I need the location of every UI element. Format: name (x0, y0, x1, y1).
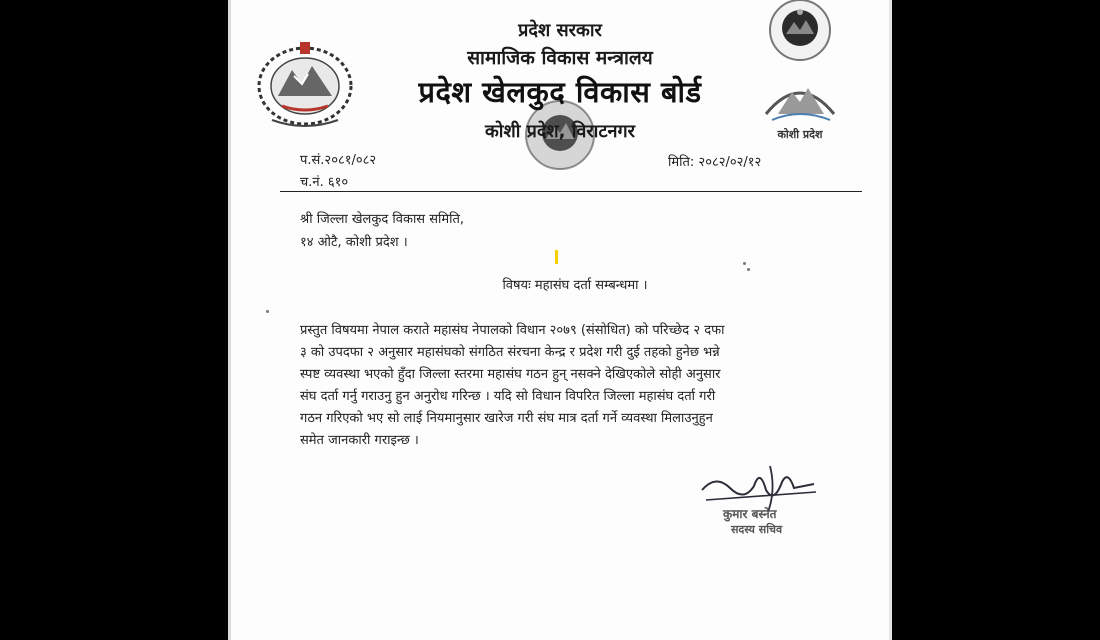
body-line: गठन गरिएको भए सो लाई नियमानुसार खारेज गरी संघ मात्र दर्ता गर्ने व्यवस्था मिलाउनुहुन (300, 411, 713, 426)
body-line: स्पष्ट व्यवस्था भएको हुँदा जिल्ला स्तरमा महासंघ गठन हुन् नसक्ने देखिएकोले सोही अनुसार (300, 367, 721, 382)
recipient-line: श्री जिल्ला खेलकुद विकास समिति, (300, 212, 465, 227)
scan-speck (266, 310, 269, 313)
highlight-mark (555, 250, 558, 264)
dispatch-number: च.नं. ६१० (300, 175, 349, 190)
body-line: समेत जानकारी गराइन्छ । (300, 433, 419, 448)
recipient-line: १४ ओटै, कोशी प्रदेश । (300, 235, 408, 250)
logo-label: कोशी प्रदेश (777, 128, 823, 141)
letter-body (300, 320, 812, 452)
body-line: ३ को उपदफा २ अनुसार महासंघको संगठित संरचना केन्द्र र प्रदेश गरी दुई तहको हुनेछ भन्ने (300, 345, 720, 360)
scan-speck (747, 268, 750, 271)
letter-subject: विषयः महासंघ दर्ता सम्बन्धमा । (502, 278, 648, 293)
letter-date: मिति: २०८२/०२/१२ (668, 155, 762, 170)
signatory-name: कुमार बस्नेत (723, 507, 777, 521)
body-line: प्रस्तुत विषयमा नेपाल कराते महासंघ नेपालको विधान २०७९ (संसोधित) को परिच्छेद २ दफा (300, 323, 725, 338)
letterhead-line-government: प्रदेश सरकार (518, 20, 602, 41)
letterhead-line-ministry: सामाजिक विकास मन्त्रालय (467, 47, 653, 69)
body-line: संघ दर्ता गर्नु गराउनु हुन अनुरोध गरिन्छ । यदि सो विधान विपरित जिल्ला महासंघ दर्ता गरी (300, 389, 716, 404)
recipient-address (300, 208, 464, 254)
letterhead-line-board: प्रदेश खेलकुद विकास बोर्ड (418, 75, 702, 109)
header-divider (280, 191, 862, 192)
letter-page (228, 0, 892, 640)
scan-speck (743, 262, 746, 265)
letterhead-line-address: कोशी प्रदेश, विराटनगर (484, 121, 636, 142)
reference-number: प.सं.२०८१/०८२ (300, 153, 377, 168)
signatory-title: सदस्य सचिव (731, 523, 783, 536)
